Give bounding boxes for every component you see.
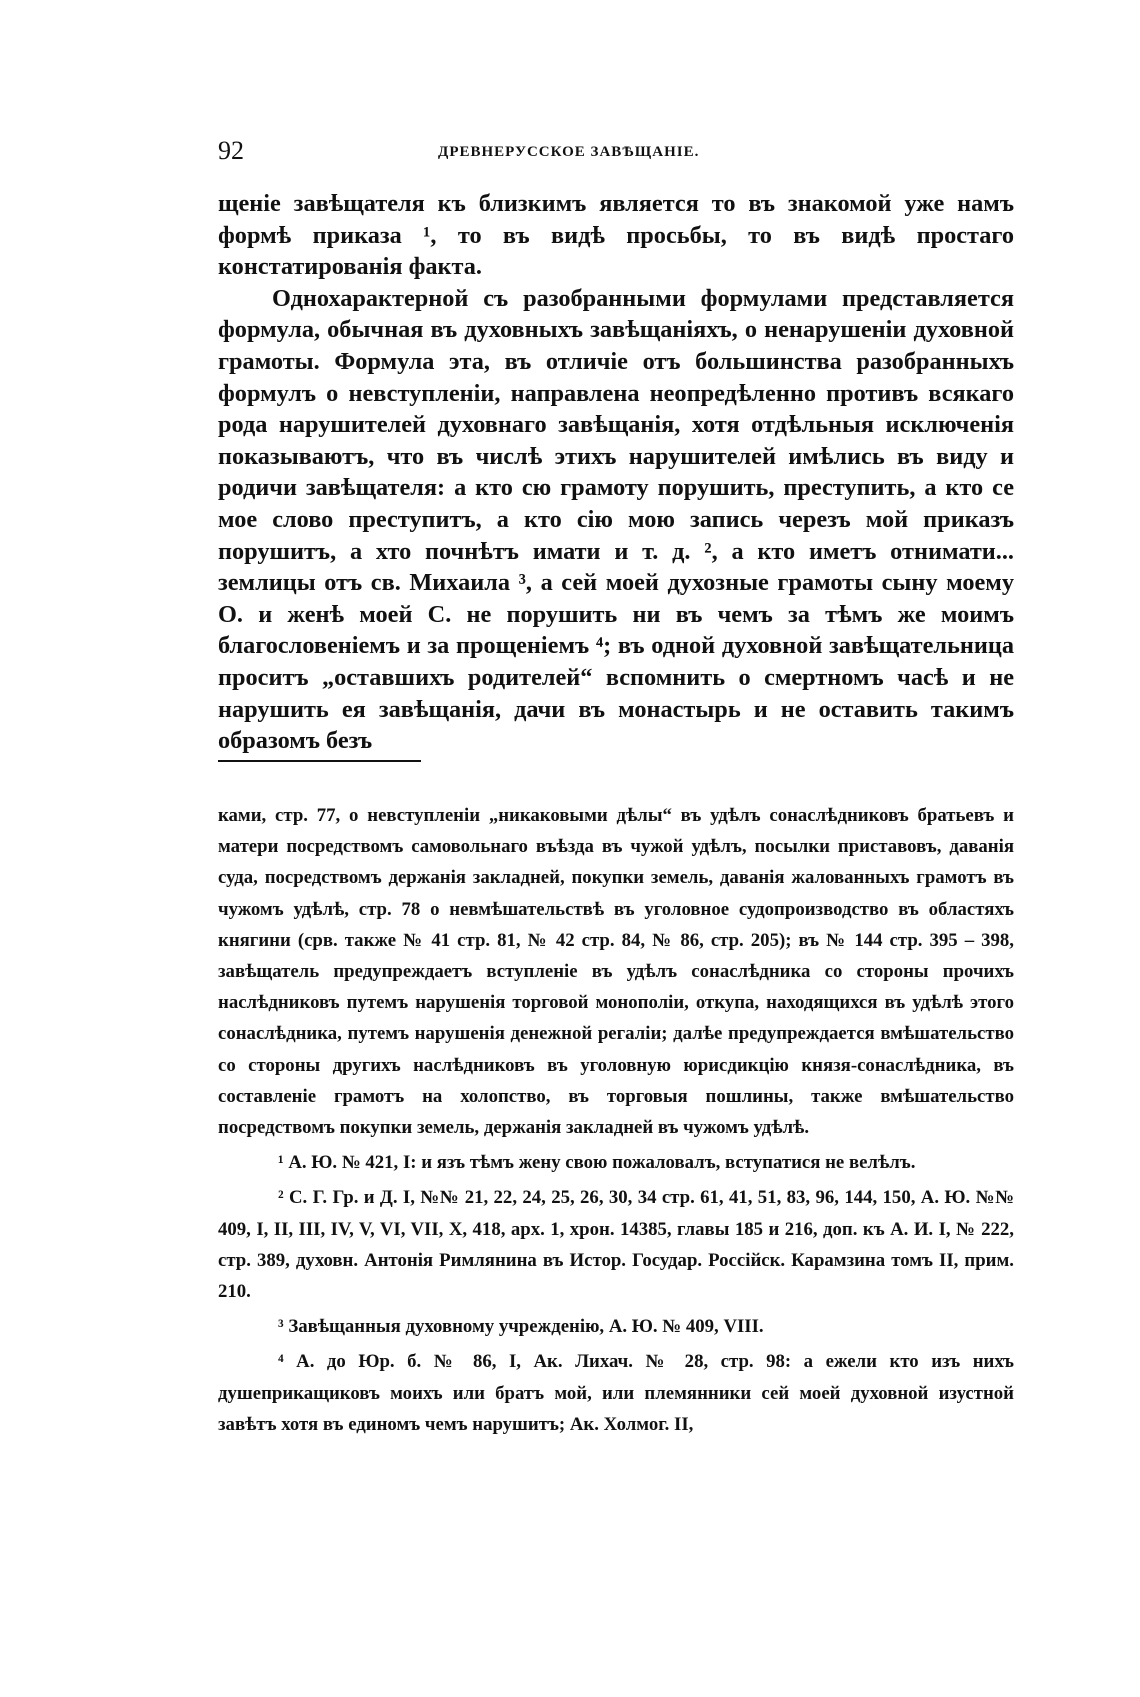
footnote-continuation: ками, стр. 77, о невступленіи „никаковыми дѣлы“ въ удѣлъ сонаслѣдниковъ братьевъ и матери посредствомъ самовольнаго въѣзда въ чужой удѣлъ, посылки приставовъ, даванія суда, посредствомъ держанія закладней, покупки земель, даванія жалованныхъ грамотъ въ чужомъ удѣлѣ, стр. 78 о невмѣшательствѣ въ уголовное судопроизводство въ областяхъ княгини (срв. также № 41 стр. 81, № 42 стр. 84, № 86, стр. 205); въ № 144 стр. 395 – 398, завѣщатель предупреждаетъ вступленіе въ удѣлъ сонаслѣдника со стороны прочихъ наслѣдниковъ путемъ нарушенія торговой монополіи, откупа, находящихся въ удѣлѣ этого сонаслѣдника, путемъ нарушенія денежной регаліи; далѣе предупреждается вмѣшательство со стороны другихъ наслѣдниковъ въ уголовную юрисдикцію князя-сонаслѣдника, въ составленіе грамотъ на холопство, въ торговыя пошлины, также вмѣшательство посредствомъ покупки земель, держанія закладней въ чужомъ удѣлѣ. [218, 805, 1014, 1139]
footnote-2: ² С. Г. Гр. и Д. I, №№ 21, 22, 24, 25, 26, 30, 34 стр. 61, 41, 51, 83, 96, 144, 150, А. Ю. №№ 409, I, II, III, IV, V, VI, VII, X, 418, арх. 1, хрон. 14385, главы 185 и 216, доп. къ А. И. I, № 222, стр. 389, духовн. Антонія Римлянина въ Истор. Государ. Россійск. Карамзина томъ II, прим. 210. [218, 1187, 1014, 1303]
footnote-divider [218, 760, 421, 762]
page-header [218, 136, 1014, 170]
running-title: ДРЕВНЕРУССКОЕ ЗАВѢЩАНІЕ. [438, 144, 700, 160]
paragraph-formula: Однохарактерной съ разобранными формулами представляется формула, обычная въ духовныхъ завѣщаніяхъ, о ненарушеніи духовной грамоты. Формула эта, въ отличіе отъ большинства разобранныхъ формулъ о невступленіи, направлена неопредѣленно противъ всякаго рода нарушителей духовнаго завѣщанія, хотя отдѣльныя исключенія показываютъ, что въ числѣ этихъ нарушителей имѣлись въ виду и родичи завѣщателя: а кто сю грамоту порушить, преступить, а кто се мое слово преступитъ, а кто сію мою запись черезъ мой приказъ порушитъ, а хто почнѣтъ имати и т. д. ², а кто иметъ отнимати... землицы отъ св. Михаила ³, а сей моей духозные грамоты сыну моему О. и женѣ моей С. не порушить ни въ чемъ за тѣмъ же моимъ благословеніемъ и за прощеніемъ ⁴; въ одной духовной завѣщательница проситъ „оставшихъ родителей“ вспомнить о смертномъ часѣ и не нарушить ея завѣщанія, дачи въ монастырь и не оставить такимъ образомъ безъ [218, 284, 1014, 755]
paragraph-continuation: щеніе завѣщателя къ близкимъ является то въ знакомой уже намъ формѣ приказа ¹, то въ видѣ просьбы, то въ видѣ простаго констатированія факта. [218, 190, 1014, 281]
footnotes [218, 800, 1014, 1444]
footnote-1: ¹ А. Ю. № 421, I: и язъ тѣмъ жену свою пожаловалъ, вступатися не велѣлъ. [278, 1152, 916, 1174]
main-text [218, 188, 1014, 757]
page-number: 92 [218, 136, 244, 165]
footnote-4: ⁴ А. до Юр. б. № 86, I, Ак. Лихач. № 28, стр. 98: а ежели кто изъ нихъ душеприкащиковъ моихъ или братъ мой, или племянники сей моей духовной изустной завѣтъ хотя въ единомъ чемъ нарушитъ; Ак. Холмог. II, [218, 1351, 1014, 1435]
footnote-3: ³ Завѣщанныя духовному учрежденію, А. Ю. № 409, VIII. [278, 1316, 764, 1338]
